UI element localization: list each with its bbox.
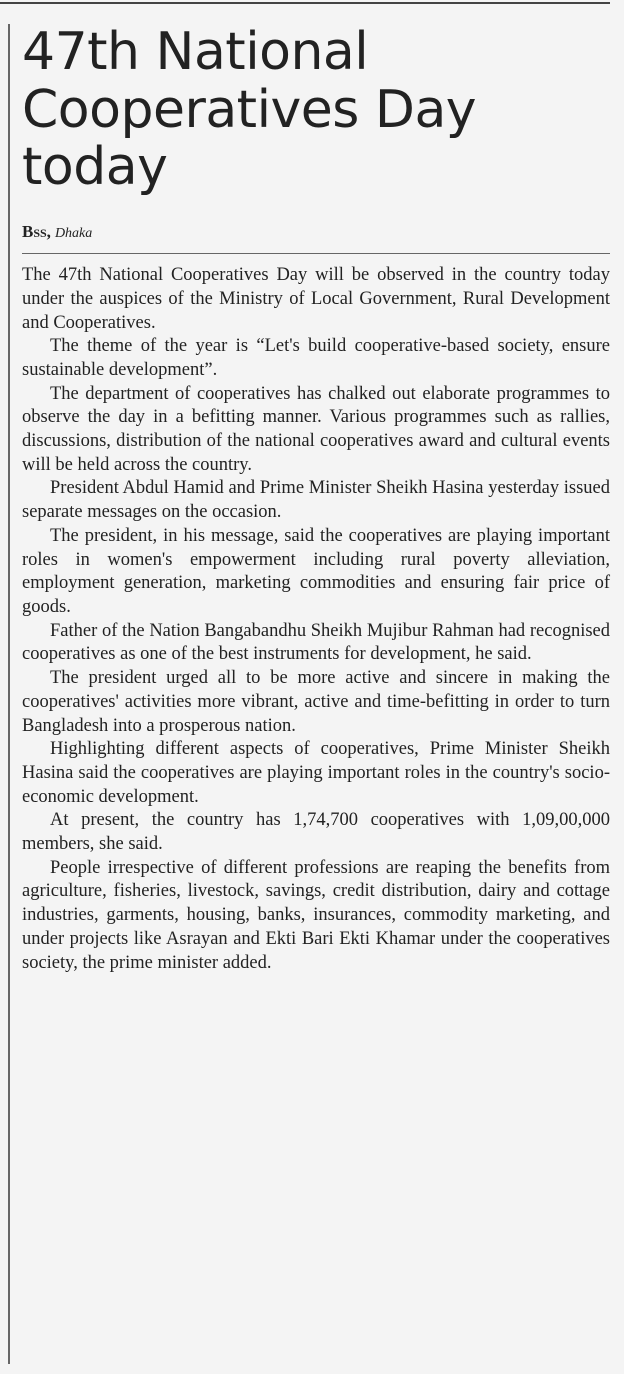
article-headline: 47th National Cooperatives Day today xyxy=(22,22,477,198)
article-paragraph: Highlighting different aspects of cooperatives, Prime Minister Sheikh Hasina said the cooperatives are playing important roles in the country's socio-economic development. xyxy=(22,739,610,807)
article-paragraph: At present, the country has 1,74,700 cooperatives with 1,09,00,000 members, she said. xyxy=(22,810,610,855)
article-byline xyxy=(22,223,610,254)
article-paragraph: The president urged all to be more active and sincere in making the cooperatives' activities more vibrant, active and time-befitting in order to turn Bangladesh into a prosperous nation. xyxy=(22,668,610,736)
article-body xyxy=(22,264,610,975)
article-paragraph: The department of cooperatives has chalked out elaborate programmes to observe the day in a befitting manner. Various programmes such as rallies, discussions, distribution of the national cooperatives award and cultural events will be held across the country. xyxy=(22,383,610,475)
news-article xyxy=(22,24,612,975)
article-paragraph: People irrespective of different professions are reaping the benefits from agriculture, fisheries, livestock, savings, credit distribution, dairy and cottage industries, garments, housing, banks, insurances, commodity marketing, and under projects like Asrayan and Ekti Bari Ekti Khamar under the cooperatives society, the prime minister added. xyxy=(22,857,610,973)
column-left-rule xyxy=(8,24,10,1364)
article-paragraph: The 47th National Cooperatives Day will be observed in the country today under the auspices of the Ministry of Local Government, Rural Development and Cooperatives. xyxy=(22,265,610,333)
article-paragraph: Father of the Nation Bangabandhu Sheikh Mujibur Rahman had recognised cooperatives as one of the best instruments for development, he said. xyxy=(22,620,610,665)
article-paragraph: President Abdul Hamid and Prime Minister Sheikh Hasina yesterday issued separate messages on the occasion. xyxy=(22,478,610,523)
top-rule xyxy=(0,2,610,4)
article-paragraph: The theme of the year is “Let's build cooperative-based society, ensure sustainable development”. xyxy=(22,336,610,380)
byline-agency: Bss, xyxy=(22,222,51,242)
byline-dateline: Dhaka xyxy=(54,226,93,242)
article-paragraph: The president, in his message, said the cooperatives are playing important roles in women's empowerment including rural poverty alleviation, employment generation, marketing commodities and ensuring fair price of goods. xyxy=(22,525,610,617)
